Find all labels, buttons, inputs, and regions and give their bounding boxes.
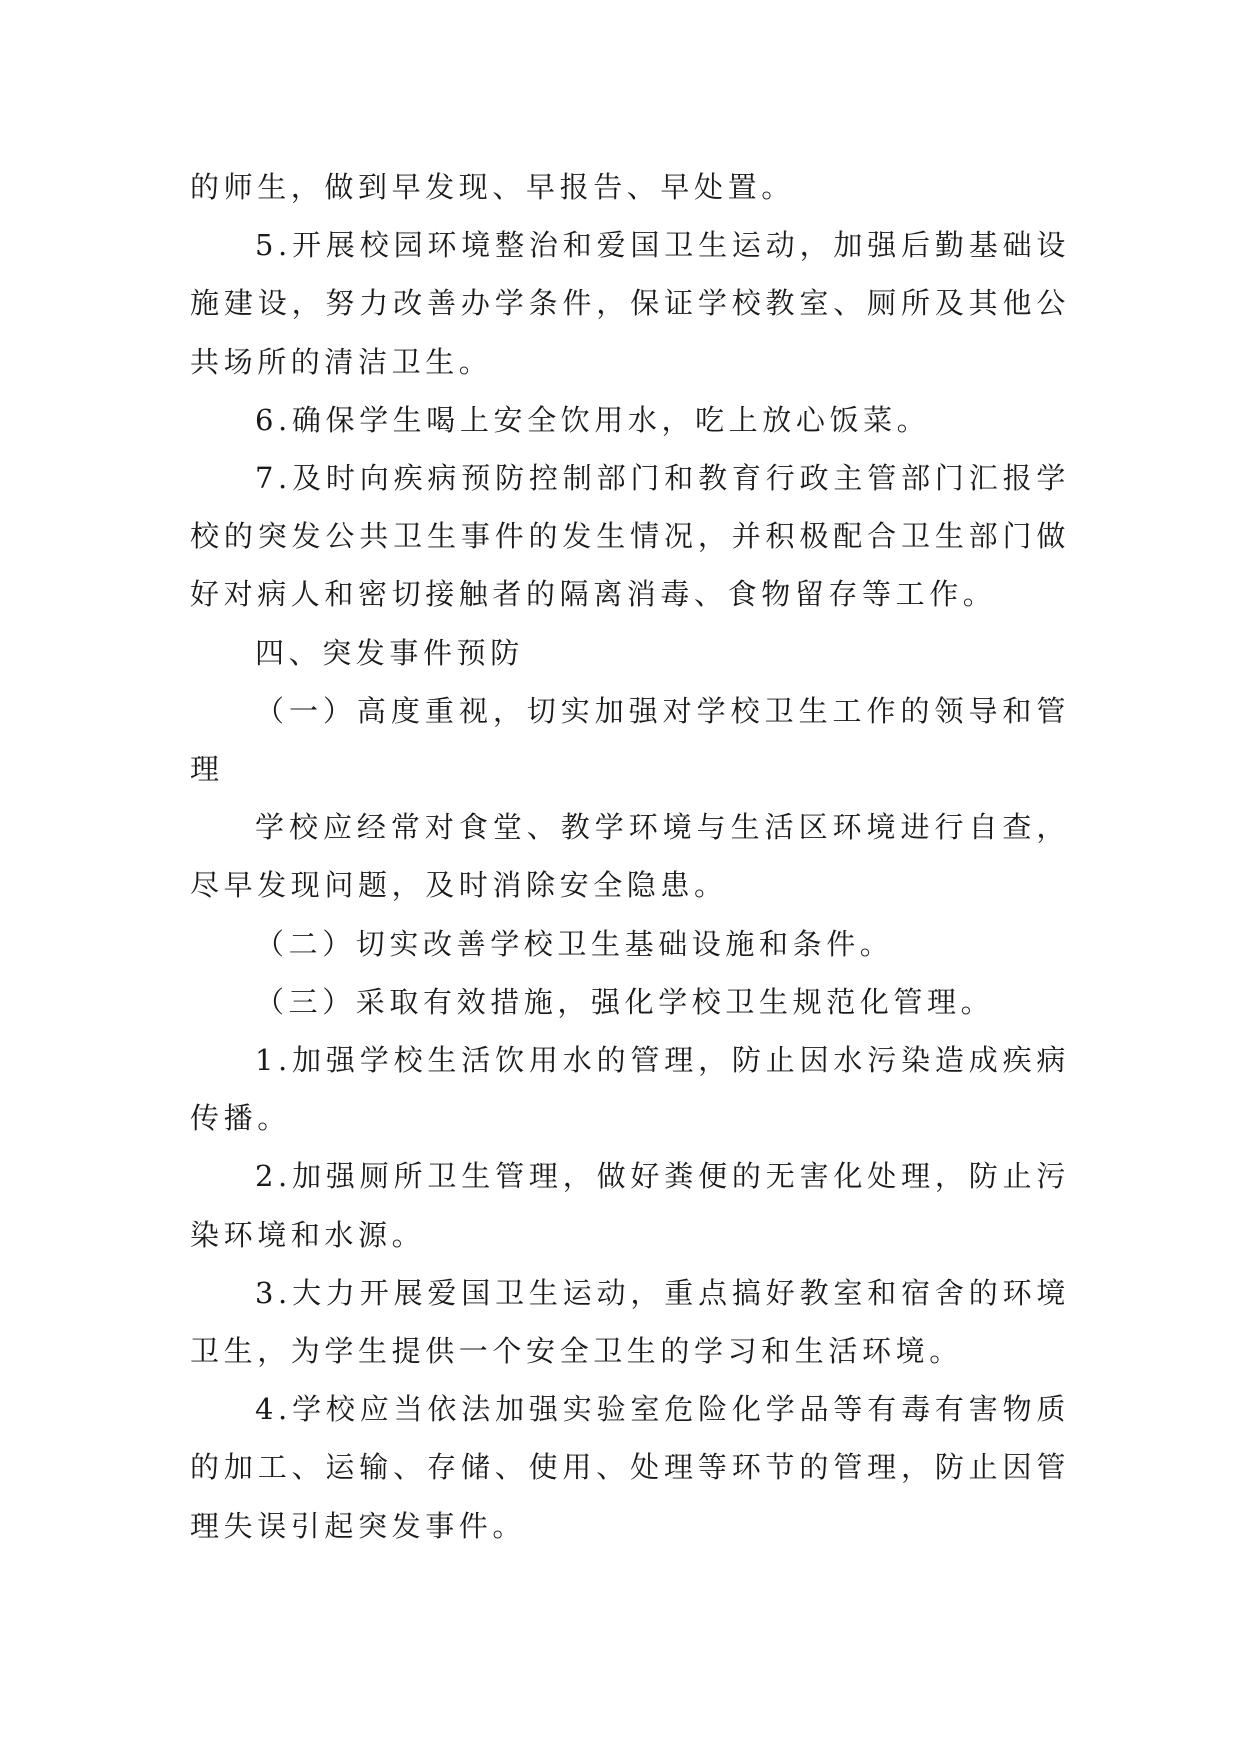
paragraph-measure-1: 1.加强学校生活饮用水的管理，防止因水污染造成疾病传播。	[190, 1043, 1070, 1136]
paragraph-measure-4: 4.学校应当依法加强实验室危险化学品等有毒有害物质的加工、运输、存储、使用、处理等环节的管理，防止因管理失误引起突发事件。	[190, 1392, 1070, 1543]
subsection-heading-2: （二）切实改善学校卫生基础设施和条件。	[255, 926, 894, 961]
subsection-heading-1: （一）高度重视，切实加强对学校卫生工作的领导和管理	[190, 693, 1070, 787]
paragraph-continuation: 的师生，做到早发现、早报告、早处置。	[190, 170, 795, 204]
paragraph-self-inspection: 学校应经常对食堂、教学环境与生活区环境进行自查，尽早发现问题，及时消除安全隐患。	[190, 810, 1070, 903]
document-body	[190, 158, 1070, 1555]
section-heading-4: 四、突发事件预防	[255, 635, 524, 670]
subsection-heading-3: （三）采取有效措施，强化学校卫生规范化管理。	[255, 984, 995, 1019]
paragraph-measure-2: 2.加强厕所卫生管理，做好粪便的无害化处理，防止污染环境和水源。	[190, 1159, 1070, 1252]
paragraph-item-5: 5.开展校园环境整治和爱国卫生运动，加强后勤基础设施建设，努力改善办学条件，保证学校教室、厕所及其他公共场所的清洁卫生。	[190, 228, 1070, 379]
paragraph-item-7: 7.及时向疾病预防控制部门和教育行政主管部门汇报学校的突发公共卫生事件的发生情况，并积极配合卫生部门做好对病人和密切接触者的隔离消毒、食物留存等工作。	[190, 461, 1070, 612]
paragraph-measure-3: 3.大力开展爱国卫生运动，重点搞好教室和宿舍的环境卫生，为学生提供一个安全卫生的学习和生活环境。	[190, 1275, 1070, 1369]
paragraph-item-6: 6.确保学生喝上安全饮用水，吃上放心饭菜。	[255, 402, 931, 437]
